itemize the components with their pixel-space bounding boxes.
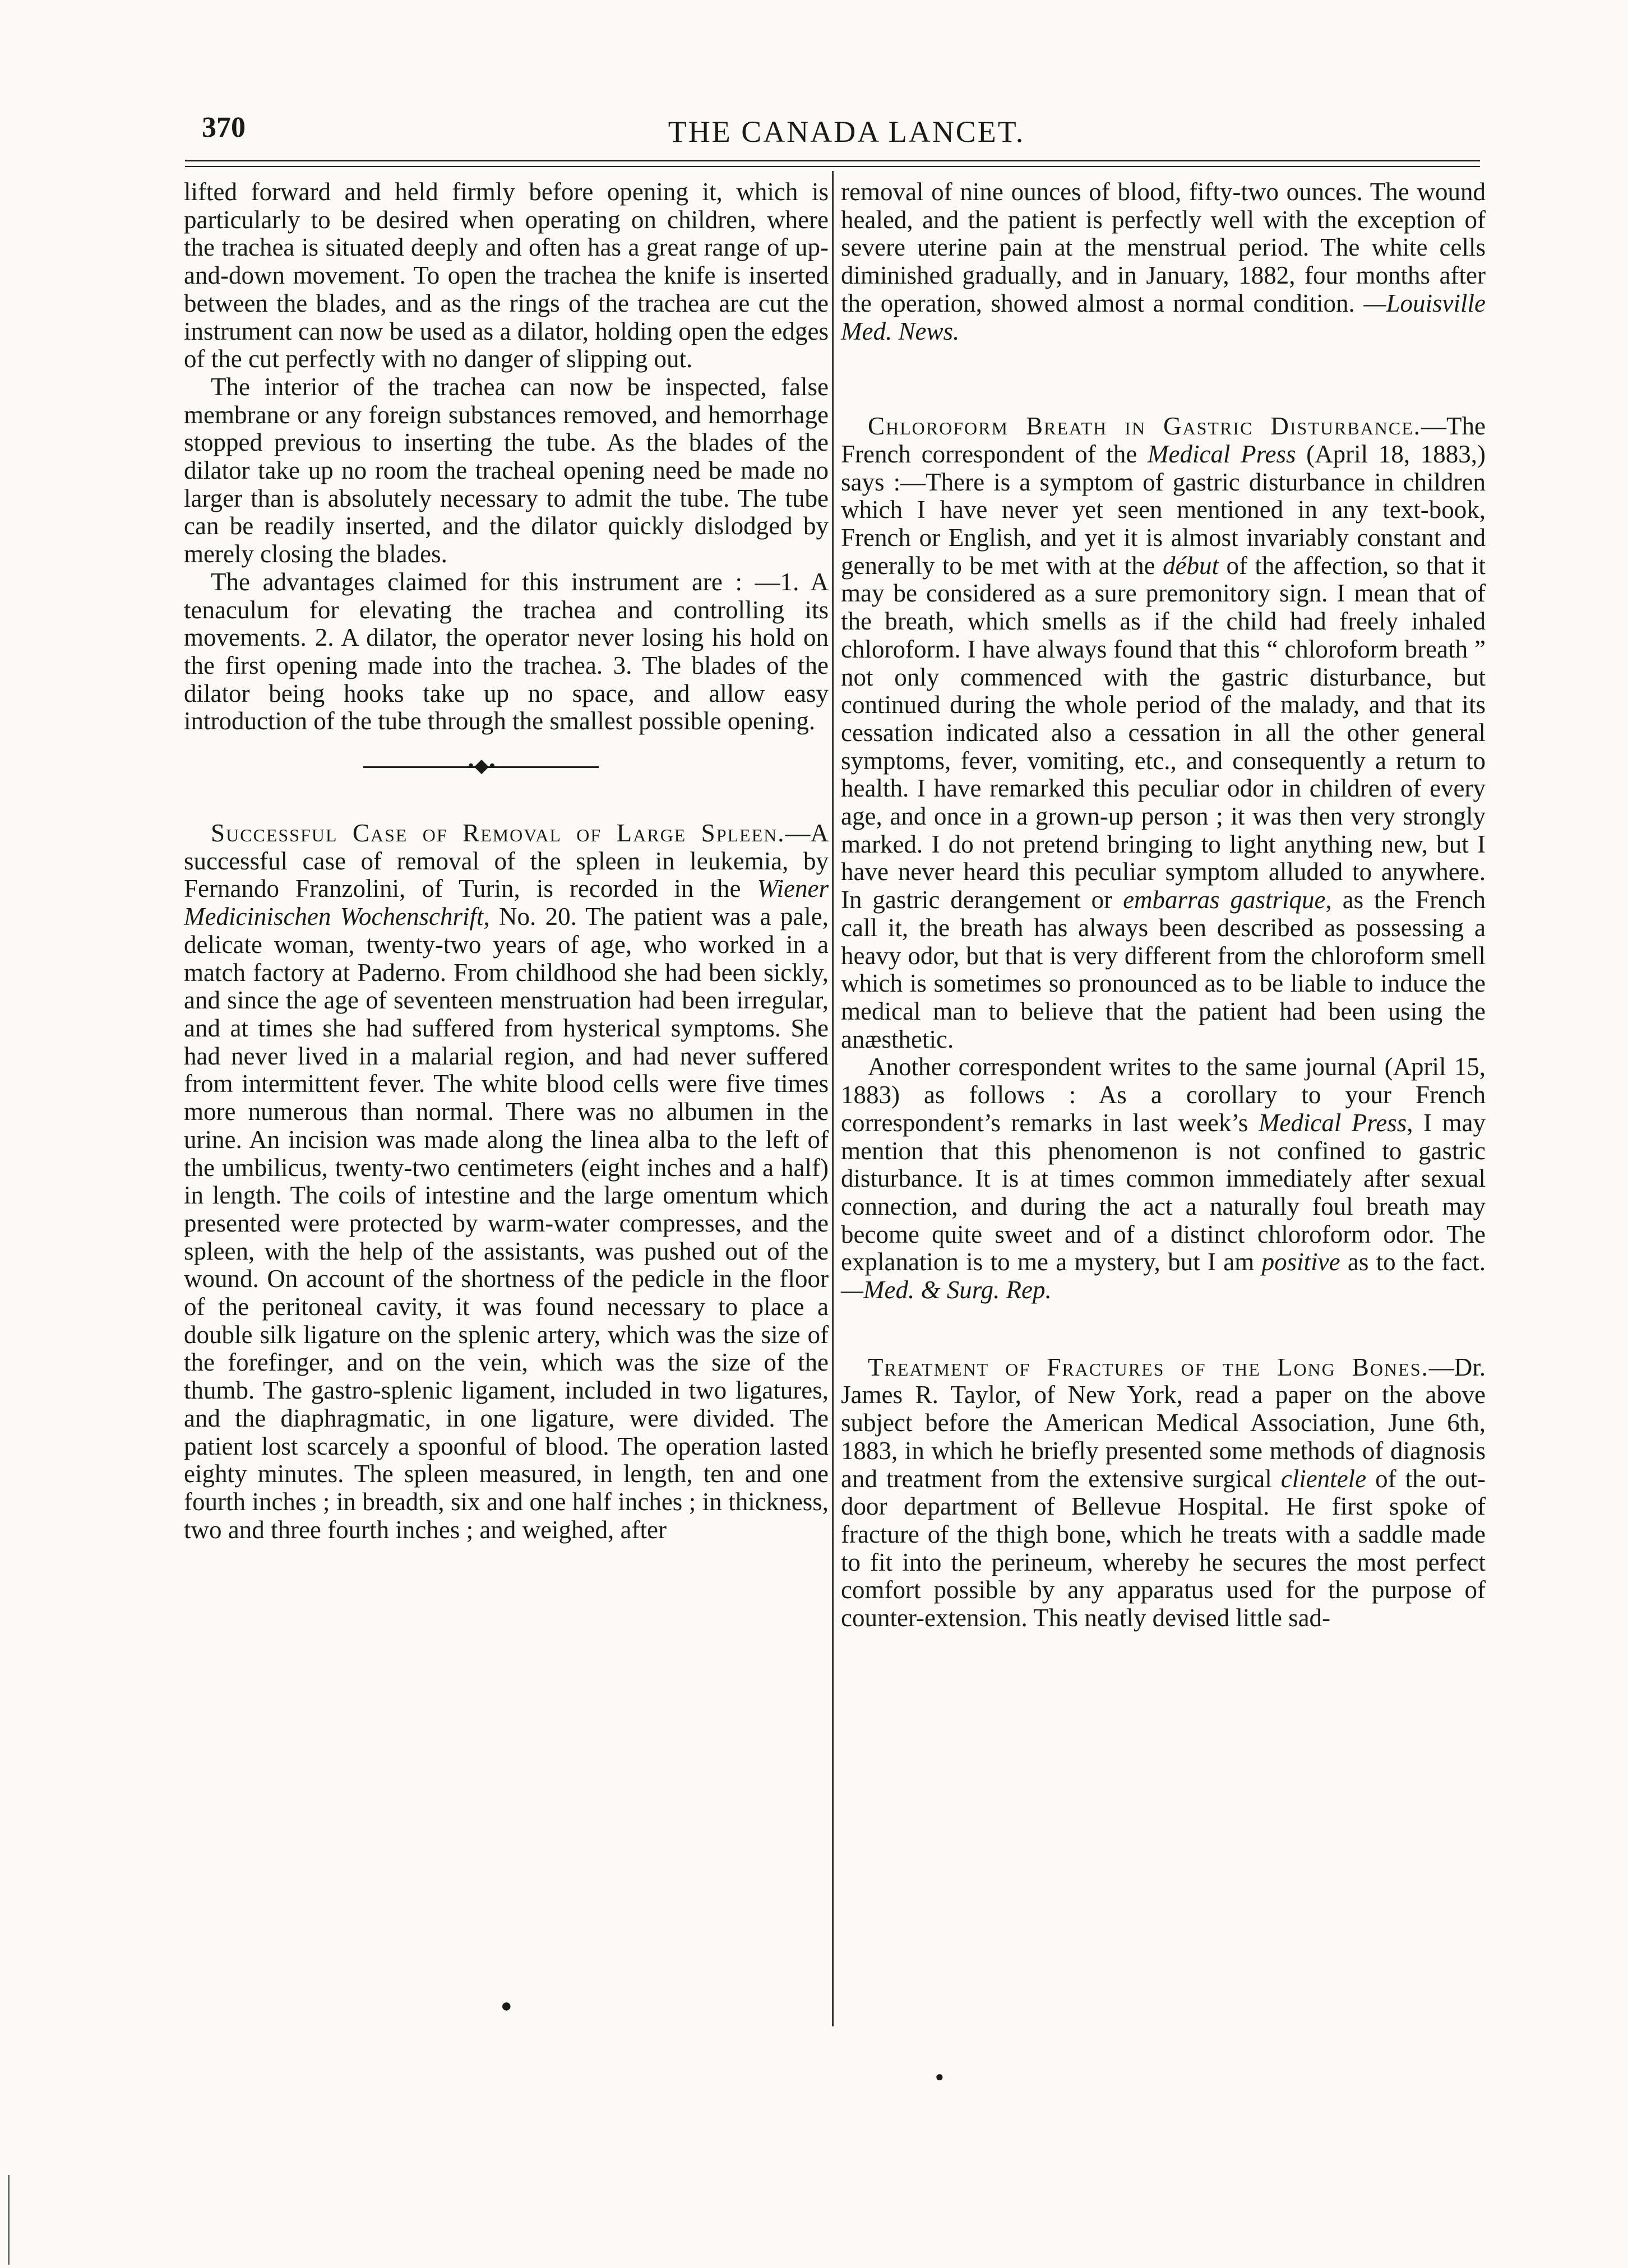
section-ornament [184, 735, 829, 797]
source-citation: —Med. & Surg. Rep. [841, 1276, 1052, 1304]
article-chloroform: Chloroform Breath in Gastric Disturbance.—The French correspondent of the Medical Press (April 18, 1883,) says :—There is a symptom of gastric disturbance in children which I have never yet seen mentioned in any text-book, French or English, and yet it is almost invariably constant and generally to be met with at the début of the affection, so that it may be considered as a sure premonitory sign. I mean that of the breath, which smells as if the child had freely inhaled chloroform. I have always found that this “ chloroform breath ” not only commenced with the gastric disturbance, but continued during the whole period of the malady, and that its cessation indicated also a cessation in all the other general symptoms, fever, vomiting, etc., and consequently a return to health. I have remarked this peculiar odor in children of every age, and once in a grown-up person ; it was then very strongly marked. I do not pretend bringing to light anything new, but I have never heard this peculiar symptom alluded to anywhere. In gastric derangement or embarras gastrique, as the French call it, the breath has always been described as possessing a heavy odor, but that is very different from the chloroform smell which is sometimes so pronounced as to be liable to induce the medical man to believe that the patient had been using the anæsthetic. [841, 412, 1486, 1053]
journal-name: Medical Press [1258, 1108, 1407, 1137]
source-citation: —Louisville Med. News. [841, 289, 1486, 345]
paragraph: Another correspondent writes to the same journal (April 15, 1883) as follows : As a corollary to your French correspondent’s remarks in last week’s Medical Press, I may mention that this phenomenon is not confined to gastric disturbance. It is at times common immediately after sexual connection, and during the act a naturally foul breath may become quite sweet and of a distinct chloroform odor. The explanation is to me a mystery, but I am positive as to the fact.—Med. & Surg. Rep. [841, 1053, 1486, 1304]
paragraph: removal of nine ounces of blood, fifty-two ounces. The wound healed, and the patient is perfectly well with the exception of severe uterine pain at the menstrual period. The white cells diminished gradually, and in January, 1882, four months after the operation, showed almost a normal condition. —Louisville Med. News. [841, 178, 1486, 345]
page-number: 370 [202, 112, 246, 144]
header-rule-thin [185, 166, 1480, 167]
ornament-glyph: •◆• [468, 756, 496, 777]
ink-dot: ● [935, 2068, 944, 2085]
right-column [841, 178, 1486, 1632]
spacer [841, 1304, 1486, 1354]
running-title: THE CANADA LANCET. [668, 115, 1025, 149]
article-title: Chloroform Breath in Gastric Disturbance. [868, 412, 1422, 441]
spacer [841, 345, 1486, 413]
paragraph: The advantages claimed for this instrument are : —1. A tenaculum for elevating the trachea and controlling its movements. 2. A dilator, the operator never losing his hold on the first opening made into the trachea. 3. The blades of the dilator being hooks take up no space, and allow easy introduction of the tube through the smallest possible opening. [184, 567, 829, 735]
page-header [202, 111, 1491, 156]
article-title: Successful Case of Removal of Large Spleen. [211, 819, 785, 848]
header-rule [185, 160, 1480, 161]
column-divider [832, 171, 834, 2026]
left-column [184, 178, 829, 1544]
article-fractures: Treatment of Fractures of the Long Bones.—Dr. James R. Taylor, of New York, read a paper on the above subject before the American Medical Association, June 6th, 1883, in which he briefly presented some methods of diagnosis and treatment from the extensive surgical clientele of the out-door department of Bellevue Hospital. He first spoke of fracture of the thigh bone, which he treats with a saddle made to fit into the perineum, whereby he secures the most perfect comfort possible by any apparatus used for the purpose of counter-extension. This neatly devised little sad- [841, 1353, 1486, 1632]
page-edge-mark [8, 2175, 10, 2265]
paragraph: lifted forward and held firmly before opening it, which is particularly to be desired when operating on children, where the trachea is situated deeply and often has a great range of up-and-down movement. To open the trachea the knife is inserted between the blades, and as the rings of the trachea are cut the instrument can now be used as a dilator, holding open the edges of the cut perfectly with no danger of slipping out. [184, 178, 829, 373]
article-title: Treatment of Fractures of the Long Bones. [868, 1353, 1429, 1381]
paragraph: The interior of the trachea can now be inspected, false membrane or any foreign substances removed, and hemorrhage stopped previous to inserting the tube. As the blades of the dilator take up no room the tracheal opening need be made no larger than is absolutely necessary to admit the tube. The tube can be readily inserted, and the dilator quickly dislodged by merely closing the blades. [184, 372, 829, 568]
journal-name: Medical Press [1148, 439, 1296, 468]
article-spleen: Successful Case of Removal of Large Spleen.—A successful case of removal of the spleen in leukemia, by Fernando Franzolini, of Turin, is recorded in the Wiener Medicinischen Wochenschrift, No. 20. The patient was a pale, delicate woman, twenty-two years of age, who worked in a match factory at Paderno. From childhood she had been sickly, and since the age of seventeen menstruation had been irregular, and at times she had suffered from hysterical symptoms. She had never lived in a malarial region, and had never suffered from intermittent fever. The white blood cells were five times more numerous than normal. There was no albumen in the urine. An incision was made along the linea alba to the left of the umbilicus, twenty-two centimeters (eight inches and a half) in length. The coils of intestine and the large omentum which presented were protected by warm-water compresses, and the spleen, with the help of the assistants, was pushed out of the wound. On account of the shortness of the pedicle in the floor of the peritoneal cavity, it was found necessary to place a double silk ligature on the splenic artery, which was the size of the forefinger, and on the vein, which was the size of the thumb. The gastro-splenic ligament, included in two ligatures, and the diaphragmatic, in one ligature, were divided. The patient lost scarcely a spoonful of blood. The operation lasted eighty minutes. The spleen measured, in length, ten and one fourth inches ; in breadth, six and one half inches ; in thickness, two and three fourth inches ; and weighed, after [184, 819, 829, 1544]
ink-mark: ● [501, 1996, 512, 2016]
journal-name: Wiener Medicinischen Wochenschrift [184, 874, 829, 931]
